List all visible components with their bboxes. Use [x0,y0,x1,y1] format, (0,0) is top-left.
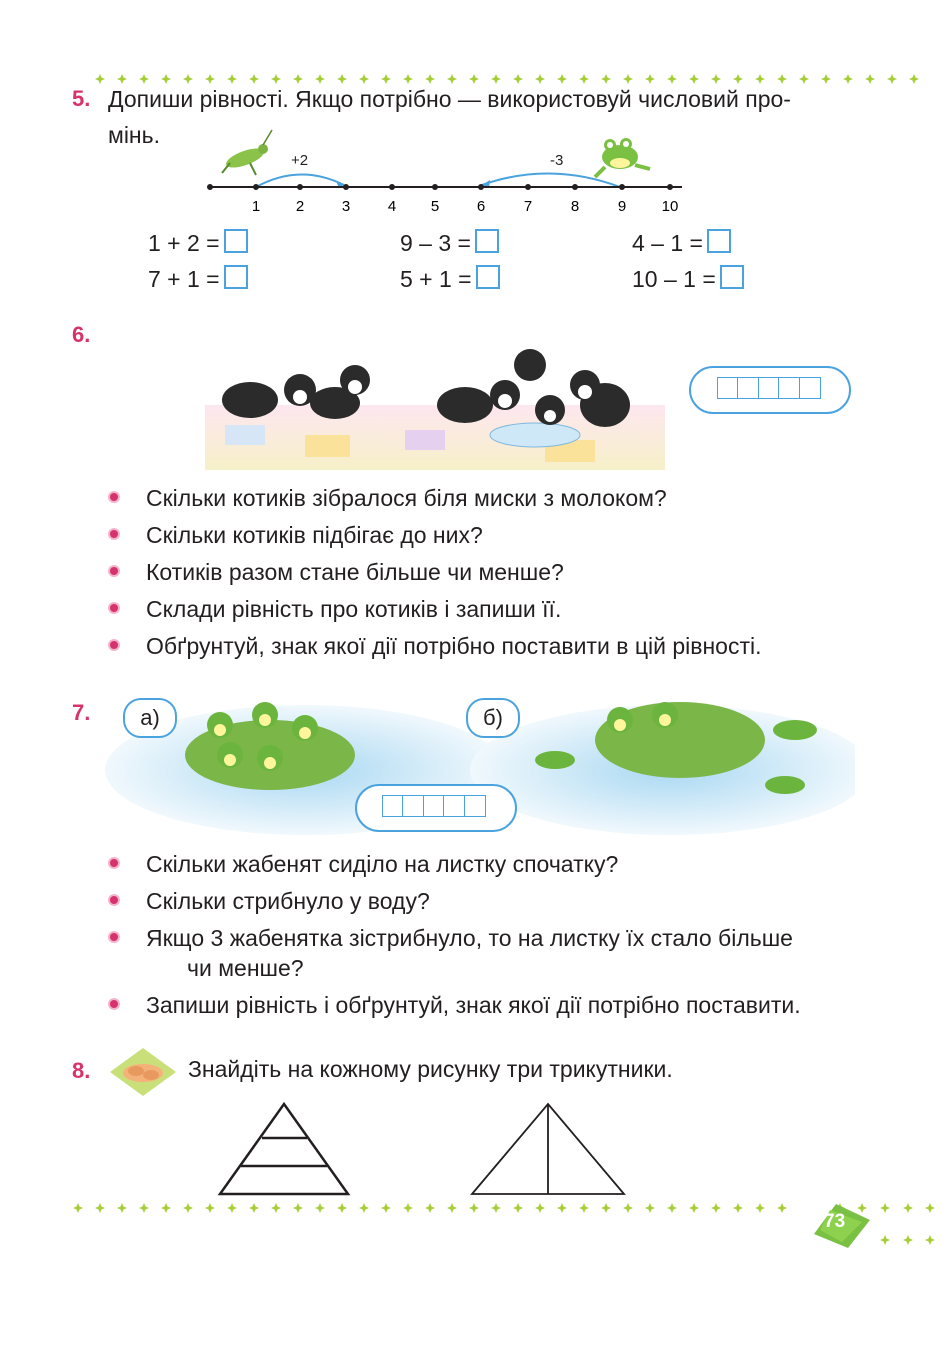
tick-mark [667,184,673,190]
equation-2: 9 – 3 = [400,228,499,258]
decor-star-icon [403,1203,413,1213]
decor-star-icon [359,1203,369,1213]
equation-3: 4 – 1 = [632,228,731,258]
decor-star-icon [909,74,919,84]
frog-icon [595,138,650,177]
decor-star-icon [880,1203,890,1213]
decor-star-icon [903,1235,913,1245]
triangle-with-median [472,1104,624,1194]
decor-star-icon [887,74,897,84]
decor-star-icon [903,1203,913,1213]
equation-1: 1 + 2 = [148,228,248,258]
decor-star-icon [117,1203,127,1213]
number-line [200,125,700,220]
answer-box[interactable] [707,229,731,253]
decor-star-icon [925,1203,935,1213]
pair-work-icon [108,1046,178,1098]
decor-star-icon [95,1203,105,1213]
decor-star-icon [513,74,523,84]
tick-label: 1 [251,198,261,215]
decor-star-icon [469,74,479,84]
decor-star-icon [799,74,809,84]
answer-box[interactable] [224,265,248,289]
decor-star-icon [777,74,787,84]
tick-label: 7 [523,198,533,215]
decor-star-icon [337,74,347,84]
task6-questions [110,483,762,668]
task5-text-line1: Допиши рівності. Якщо потрібно — використовуй числовий про- [108,86,791,112]
decor-star-icon [95,74,105,84]
task7-number: 7. [72,700,91,725]
decor-star-icon [777,1203,787,1213]
decor-star-icon [755,74,765,84]
task7-question: Скільки стрибнуло у воду? [110,886,801,916]
decor-star-icon [205,74,215,84]
decor-star-icon [205,1203,215,1213]
decor-star-icon [73,1203,83,1213]
decor-star-icon [139,1203,149,1213]
label-b: б) [466,698,520,738]
task6-question: Склади рівність про котиків і запиши її. [110,594,762,624]
tick-mark [572,184,578,190]
decor-star-icon [293,74,303,84]
decor-star-icon [271,1203,281,1213]
decor-star-icon [359,74,369,84]
decor-star-icon [623,1203,633,1213]
decor-star-icon [161,1203,171,1213]
decor-star-icon [535,1203,545,1213]
equation-5: 5 + 1 = [400,264,500,294]
answer-box[interactable] [224,229,248,253]
decor-star-icon [183,1203,193,1213]
decor-star-icon [579,1203,589,1213]
decor-star-icon [513,1203,523,1213]
decor-star-icon [535,74,545,84]
decor-star-icon [139,74,149,84]
answer-cells-task7[interactable] [383,795,486,817]
decor-star-icon [293,1203,303,1213]
decor-star-icon [403,74,413,84]
task6-question: Обґрунтуй, знак якої дії потрібно поставити в цій рівності. [110,631,762,661]
tick-label: 10 [661,198,679,215]
decor-star-icon [491,74,501,84]
decor-star-icon [689,1203,699,1213]
decor-star-icon [843,74,853,84]
decor-star-icon [645,74,655,84]
decor-star-icon [733,1203,743,1213]
answer-box[interactable] [476,265,500,289]
decor-star-icon [491,1203,501,1213]
answer-box[interactable] [475,229,499,253]
decor-star-icon [227,74,237,84]
tick-mark [432,184,438,190]
decor-star-icon [689,74,699,84]
tick-mark [478,184,484,190]
tick-mark [619,184,625,190]
decor-star-icon [667,1203,677,1213]
tick-mark [297,184,303,190]
decor-star-icon [880,1235,890,1245]
task6-number: 6. [72,322,91,347]
decor-star-icon [161,74,171,84]
answer-cells-task6[interactable] [718,377,821,399]
task6-question: Скільки котиків зібралося біля миски з молоком? [110,483,762,513]
decor-star-icon [271,74,281,84]
task7-question: Якщо 3 жабенятка зістрибнуло, то на листку їх стало більше [110,923,801,953]
decor-star-icon [667,74,677,84]
decor-star-icon [925,1235,935,1245]
tick-label: 3 [341,198,351,215]
decor-star-icon [425,1203,435,1213]
tick-label: 2 [295,198,305,215]
decor-star-icon [117,74,127,84]
tick-label: 4 [387,198,397,215]
decor-star-icon [249,74,259,84]
decor-star-icon [227,1203,237,1213]
jump-forward-label: +2 [291,152,309,169]
decor-star-icon [579,74,589,84]
task8-text: Знайдіть на кожному рисунку три трикутники. [188,1056,673,1082]
kittens-illustration [205,335,665,470]
task7-question: Скільки жабенят сиділо на листку спочатку? [110,849,801,879]
tick-mark [253,184,259,190]
task5-text-line2: мінь. [108,122,160,148]
task5-number: 5. [72,86,91,111]
tick-label: 5 [430,198,440,215]
tick-mark [525,184,531,190]
decor-star-icon [425,74,435,84]
triangle-figures [210,1098,640,1198]
task6-question: Скільки котиків підбігає до них? [110,520,762,550]
decor-star-icon [381,1203,391,1213]
triangle-with-bands [220,1104,348,1194]
task8-number: 8. [72,1058,91,1083]
decor-star-icon [315,74,325,84]
label-a: а) [123,698,177,738]
decor-star-icon [601,1203,611,1213]
decor-star-icon [711,74,721,84]
decor-star-icon [865,74,875,84]
decor-star-icon [733,74,743,84]
grasshopper-icon [222,130,272,175]
decor-star-icon [249,1203,259,1213]
decor-star-icon [601,74,611,84]
answer-box[interactable] [720,265,744,289]
task7-question-cont: чи менше? [187,955,304,981]
decor-star-icon [381,74,391,84]
tick-label: 8 [570,198,580,215]
tick-label: 9 [617,198,627,215]
page-number: 73 [824,1211,846,1232]
tick-label: 6 [476,198,486,215]
equation-4: 7 + 1 = [148,264,248,294]
decor-star-icon [557,1203,567,1213]
decor-star-icon [623,74,633,84]
decor-star-icon [183,74,193,84]
decor-star-icon [315,1203,325,1213]
decor-star-icon [755,1203,765,1213]
decor-star-icon [447,1203,457,1213]
tick-mark [207,184,213,190]
task6-question: Котиків разом стане більше чи менше? [110,557,762,587]
bottom-decor-line [0,1196,951,1256]
jump-back-label: -3 [550,152,564,169]
decor-star-icon [337,1203,347,1213]
equation-6: 10 – 1 = [632,264,744,294]
tick-mark [389,184,395,190]
decor-star-icon [469,1203,479,1213]
tick-mark [343,184,349,190]
decor-star-icon [447,74,457,84]
decor-star-icon [645,1203,655,1213]
task7-question: Запиши рівність і обґрунтуй, знак якої дії потрібно поставити. [110,990,801,1020]
decor-star-icon [557,74,567,84]
decor-star-icon [711,1203,721,1213]
decor-star-icon [821,74,831,84]
task7-questions [110,849,801,1027]
